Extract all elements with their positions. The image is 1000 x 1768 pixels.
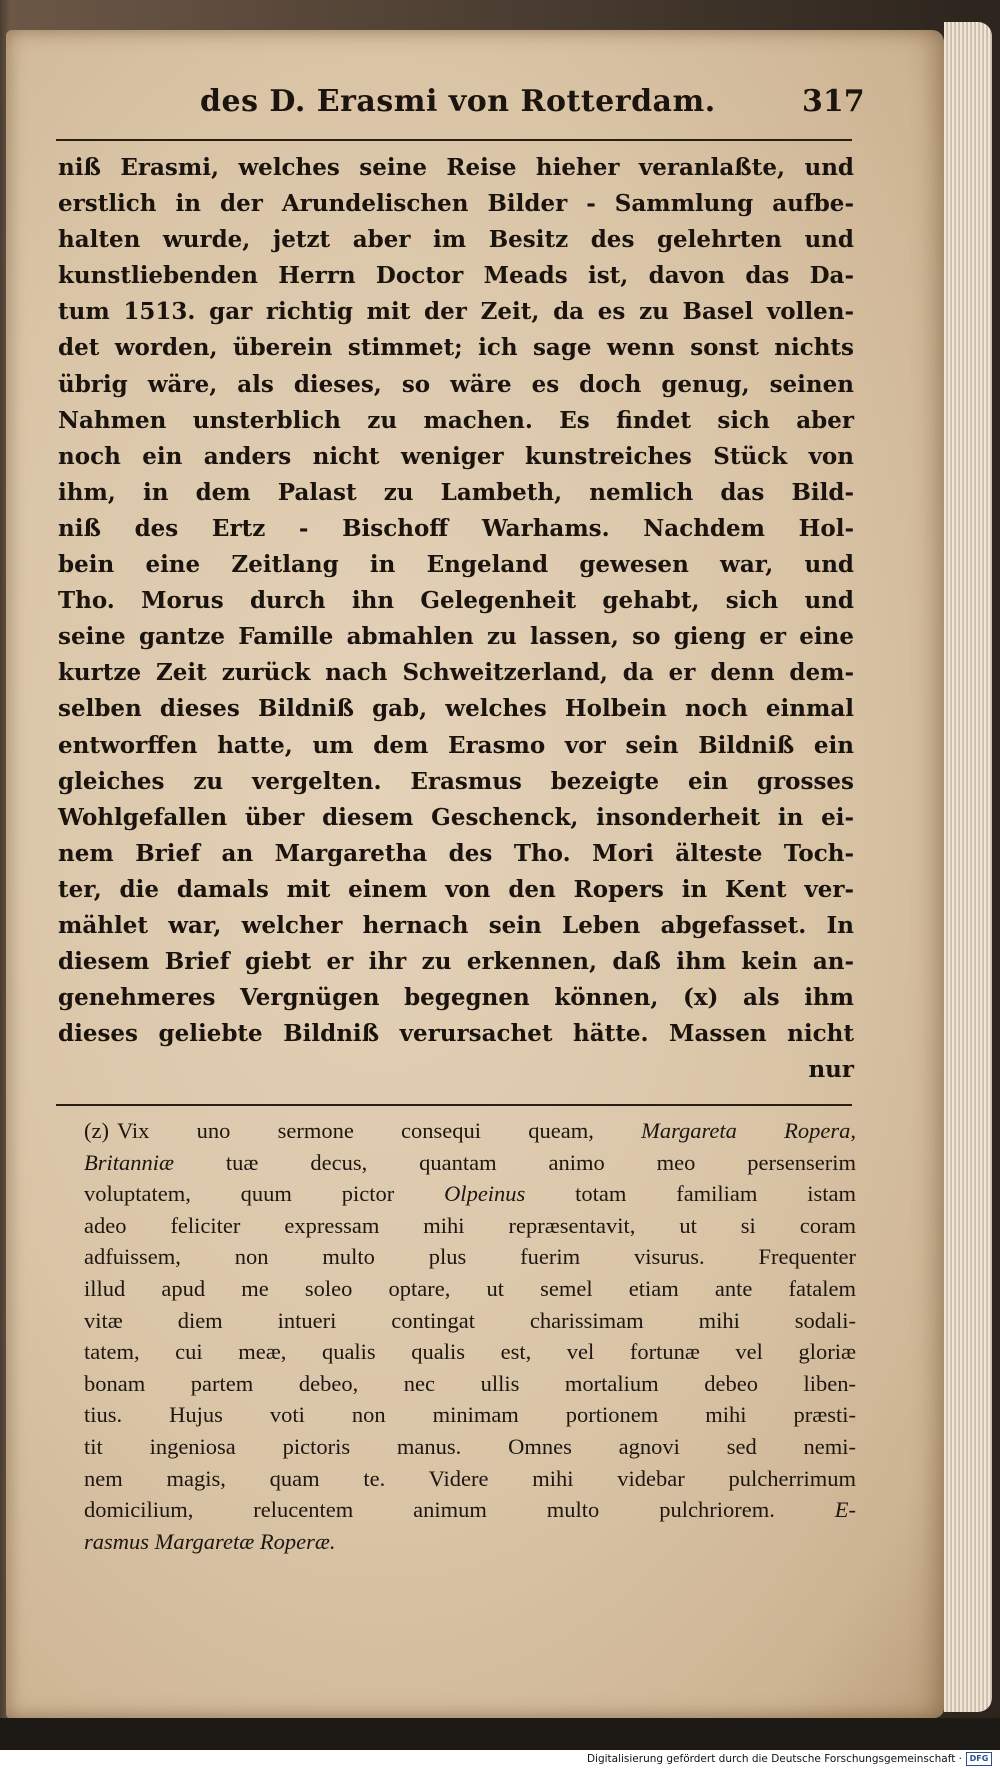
page-number: 317 [802,84,865,119]
credit-text: Digitalisierung gefördert durch die Deutsche Forschungsgemeinschaft · [586,1753,962,1765]
page-fore-edge [944,22,992,1712]
main-text [58,150,854,1088]
footnote-text: tius. Hujus voti non minimam portionem mihi præsti- [84,1402,856,1428]
text-line: Tho. Morus durch ihn Gelegenheit gehabt, sich und [58,587,854,615]
scan-bottom-band [0,1718,1000,1750]
catchword: nur [808,1056,854,1084]
text-line: seine gantze Famille abmahlen zu lassen, so gieng er eine [58,623,854,651]
text-line: übrig wäre, als dieses, so wäre es doch genug, seinen [58,370,854,398]
text-line: niß Erasmi, welches seine Reise hieher veranlaßte, und [58,154,854,181]
text-line: bein eine Zeitlang in Engeland gewesen war, und [58,551,854,579]
running-title: des D. Erasmi von Rotterdam. [200,84,716,119]
footnote-line [84,1368,856,1400]
page-header [60,84,865,140]
footnote-line [84,1305,856,1337]
text-line: mählet war, welcher hernach sein Leben abgefasset. In [58,911,854,939]
text-line: Nahmen unsterblich zu machen. Es findet sich aber [58,406,854,434]
footnote-line [84,1147,856,1179]
footnote-line [84,1210,856,1242]
text-line: ter, die damals mit einem von den Ropers in Kent ver- [58,875,854,903]
text-line: gleiches zu vergelten. Erasmus bezeigte ein grosses [58,767,854,795]
footnote-text: adfuissem, non multo plus fuerim visurus. Frequenter [84,1244,856,1270]
footnote-line [84,1178,856,1210]
footnote-italic-text: Britanniæ [84,1149,175,1175]
text-line: genehmeres Vergnügen begegnen können, (x) als ihm [58,984,854,1012]
footnote [84,1115,856,1557]
footnote-line [84,1115,856,1147]
footnote-line [84,1494,856,1526]
text-line: diesem Brief giebt er ihr zu erkennen, daß ihm kein an- [58,948,854,976]
footnote-text: nem magis, quam te. Videre mihi videbar pulcherrimum [84,1465,856,1491]
footnote-text: voluptatem, quum pictor [84,1181,445,1207]
header-rule [56,139,852,141]
text-line: nem Brief an Margaretha des Tho. Mori älteste Toch- [58,839,854,867]
footnote-text: tuæ decus, quantam animo meo persenserim [174,1149,856,1175]
text-line: kunstliebenden Herrn Doctor Meads ist, davon das Da- [58,262,854,290]
footnote-text: tit ingeniosa pictoris manus. Omnes agnovi sed nemi- [84,1433,856,1459]
footnote-line [84,1241,856,1273]
text-line: niß des Ertz - Bischoff Warhams. Nachdem Hol- [58,514,854,542]
footnote-line [84,1399,856,1431]
footnote-text: Vix uno sermone consequi queam, [116,1118,642,1143]
footnote-text: illud apud me soleo optare, ut semel etiam ante fatalem [84,1275,856,1301]
footnote-italic-text: Olpeinus [444,1181,526,1207]
footnote-text: adeo feliciter expressam mihi repræsentavit, ut si coram [84,1212,856,1238]
footnote-italic-text: Margareta Ropera, [641,1118,857,1143]
footnote-line [84,1336,856,1368]
footnote-line [84,1431,856,1463]
text-line: erstlich in der Arundelischen Bilder - Sammlung aufbe- [58,190,854,218]
text-line: ihm, in dem Palast zu Lambeth, nemlich das Bild- [58,478,854,506]
text-line: tum 1513. gar richtig mit der Zeit, da es zu Basel vollen- [58,298,854,326]
footnote-text: domicilium, relucentem animum multo pulchriorem. [84,1497,835,1523]
digitization-credit [583,1750,992,1768]
text-line: entworffen hatte, um dem Erasmo vor sein Bildniß ein [58,731,854,759]
footnote-line [84,1526,856,1558]
text-line: halten wurde, jetzt aber im Besitz des gelehrten und [58,226,854,254]
footnote-italic-text: E- [834,1497,856,1523]
footnote-marker: (z) [84,1118,109,1143]
text-line: noch ein anders nicht weniger kunstreiches Stück von [58,442,854,470]
text-line: kurtze Zeit zurück nach Schweitzerland, da er denn dem- [58,659,854,687]
footnote-italic-text: rasmus Margaretæ Roperæ. [84,1528,336,1554]
text-line: Wohlgefallen über diesem Geschenck, insonderheit in ei- [58,803,854,831]
footnote-line [84,1463,856,1495]
dfg-logo-icon: DFG [966,1752,992,1766]
footnote-text: vitæ diem intueri contingat charissimam mihi sodali- [84,1307,856,1333]
text-line: dieses geliebte Bildniß verursachet hätte. Massen nicht [58,1020,854,1048]
footnote-rule [56,1104,852,1106]
footnote-text: tatem, cui meæ, qualis qualis est, vel fortunæ vel gloriæ [84,1339,856,1365]
footnote-text: bonam partem debeo, nec ullis mortalium debeo liben- [84,1370,856,1396]
footnote-line [84,1273,856,1305]
text-line: det worden, überein stimmet; ich sage wenn sonst nichts [58,334,854,362]
text-line: selben dieses Bildniß gab, welches Holbein noch einmal [58,695,854,723]
footnote-text: totam familiam istam [525,1181,856,1207]
